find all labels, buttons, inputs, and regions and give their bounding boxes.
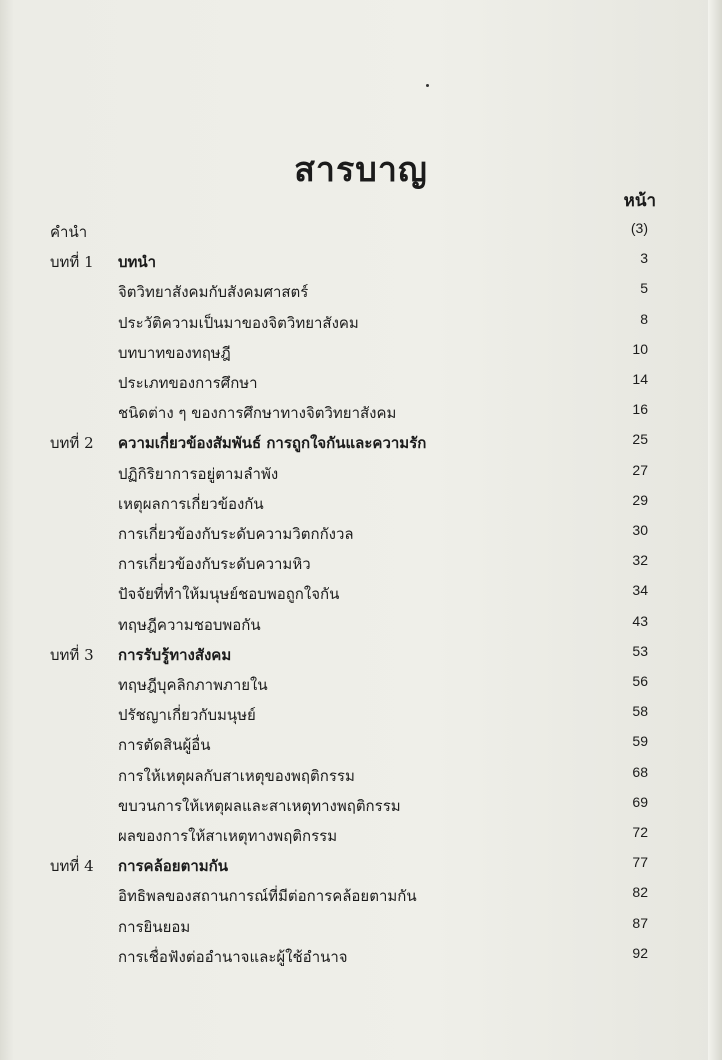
toc-entry bbox=[0, 552, 722, 580]
entry-title: คำนำ bbox=[50, 223, 88, 241]
chapter-entry bbox=[0, 643, 722, 671]
page-number: 25 bbox=[632, 431, 648, 447]
page-number: 92 bbox=[632, 945, 648, 961]
ink-speck bbox=[426, 84, 429, 87]
toc-entry bbox=[0, 703, 722, 731]
toc-entry bbox=[0, 884, 722, 912]
toc-entry bbox=[0, 401, 722, 429]
page-number: 27 bbox=[632, 462, 648, 478]
chapter-entry bbox=[0, 250, 722, 278]
page-number: (3) bbox=[630, 220, 648, 236]
entry-title: จิตวิทยาสังคมกับสังคมศาสตร์ bbox=[118, 283, 309, 301]
page-number: 16 bbox=[632, 401, 648, 417]
toc-entry bbox=[0, 764, 722, 792]
entry-title: การรับรู้ทางสังคม bbox=[118, 646, 232, 664]
entry-title: การให้เหตุผลกับสาเหตุของพฤติกรรม bbox=[118, 767, 355, 785]
toc-entry bbox=[0, 915, 722, 943]
page-number: 14 bbox=[632, 371, 648, 387]
entry-title: ประเภทของการศึกษา bbox=[118, 374, 258, 392]
entry-title: ปัจจัยที่ทำให้มนุษย์ชอบพอถูกใจกัน bbox=[118, 585, 340, 603]
chapter-number: บทที่ 1 bbox=[50, 253, 94, 271]
entry-title: ทฤษฎีความชอบพอกัน bbox=[118, 616, 261, 634]
entry-title: ความเกี่ยวข้องสัมพันธ์ การถูกใจกันและความรัก bbox=[118, 434, 427, 452]
entry-title: การเกี่ยวข้องกับระดับความวิตกกังวล bbox=[118, 525, 354, 543]
entry-title: การตัดสินผู้อื่น bbox=[118, 736, 211, 754]
chapter-entry bbox=[0, 431, 722, 459]
toc-entry bbox=[0, 613, 722, 641]
toc-entry bbox=[0, 280, 722, 308]
toc-entry bbox=[0, 492, 722, 520]
page-number: 29 bbox=[632, 492, 648, 508]
toc-entry bbox=[0, 824, 722, 852]
page-number: 32 bbox=[632, 552, 648, 568]
toc-entry bbox=[0, 462, 722, 490]
page-column-header: หน้า bbox=[623, 191, 656, 211]
toc-entry bbox=[0, 522, 722, 550]
page-number: 34 bbox=[632, 582, 648, 598]
toc-entry bbox=[0, 220, 722, 248]
page-number: 58 bbox=[632, 703, 648, 719]
page-number: 77 bbox=[632, 854, 648, 870]
toc-entry bbox=[0, 733, 722, 761]
entry-title: ประวัติความเป็นมาของจิตวิทยาสังคม bbox=[118, 314, 359, 332]
page-number: 8 bbox=[640, 311, 648, 327]
page-number: 43 bbox=[632, 613, 648, 629]
page-number: 10 bbox=[632, 341, 648, 357]
toc-entry bbox=[0, 341, 722, 369]
toc-entry bbox=[0, 582, 722, 610]
entry-title: การเกี่ยวข้องกับระดับความหิว bbox=[118, 555, 311, 573]
page-number: 69 bbox=[632, 794, 648, 810]
entry-title: ปรัชญาเกี่ยวกับมนุษย์ bbox=[118, 706, 256, 724]
entry-title: บทนำ bbox=[118, 253, 157, 271]
chapter-number: บทที่ 3 bbox=[50, 646, 94, 664]
entry-title: บทบาทของทฤษฎี bbox=[118, 344, 231, 362]
entry-title: การคล้อยตามกัน bbox=[118, 857, 228, 875]
entry-title: ชนิดต่าง ๆ ของการศึกษาทางจิตวิทยาสังคม bbox=[118, 404, 397, 422]
toc-entry bbox=[0, 371, 722, 399]
entry-title: ปฏิกิริยาการอยู่ตามลำพัง bbox=[118, 465, 279, 483]
page-number: 59 bbox=[632, 733, 648, 749]
page-number: 53 bbox=[632, 643, 648, 659]
entry-title: ผลของการให้สาเหตุทางพฤติกรรม bbox=[118, 827, 338, 845]
chapter-number: บทที่ 2 bbox=[50, 434, 94, 452]
chapter-number: บทที่ 4 bbox=[50, 857, 94, 875]
entry-title: การเชื่อฟังต่ออำนาจและผู้ใช้อำนาจ bbox=[118, 948, 348, 966]
entry-title: เหตุผลการเกี่ยวข้องกัน bbox=[118, 495, 264, 513]
page-number: 56 bbox=[632, 673, 648, 689]
toc-entry bbox=[0, 673, 722, 701]
toc-entry bbox=[0, 794, 722, 822]
entry-title: อิทธิพลของสถานการณ์ที่มีต่อการคล้อยตามกัน bbox=[118, 887, 417, 905]
page-number: 87 bbox=[632, 915, 648, 931]
page-number: 3 bbox=[640, 250, 648, 266]
page-number: 5 bbox=[640, 280, 648, 296]
entry-title: การยินยอม bbox=[118, 918, 191, 936]
chapter-entry bbox=[0, 854, 722, 882]
page-number: 82 bbox=[632, 884, 648, 900]
page-number: 68 bbox=[632, 764, 648, 780]
page-title: สารบาญ bbox=[294, 150, 428, 190]
toc-entry bbox=[0, 311, 722, 339]
toc-entry bbox=[0, 945, 722, 973]
entry-title: ขบวนการให้เหตุผลและสาเหตุทางพฤติกรรม bbox=[118, 797, 401, 815]
page-number: 30 bbox=[632, 522, 648, 538]
page-number: 72 bbox=[632, 824, 648, 840]
entry-title: ทฤษฎีบุคลิกภาพภายใน bbox=[118, 676, 268, 694]
